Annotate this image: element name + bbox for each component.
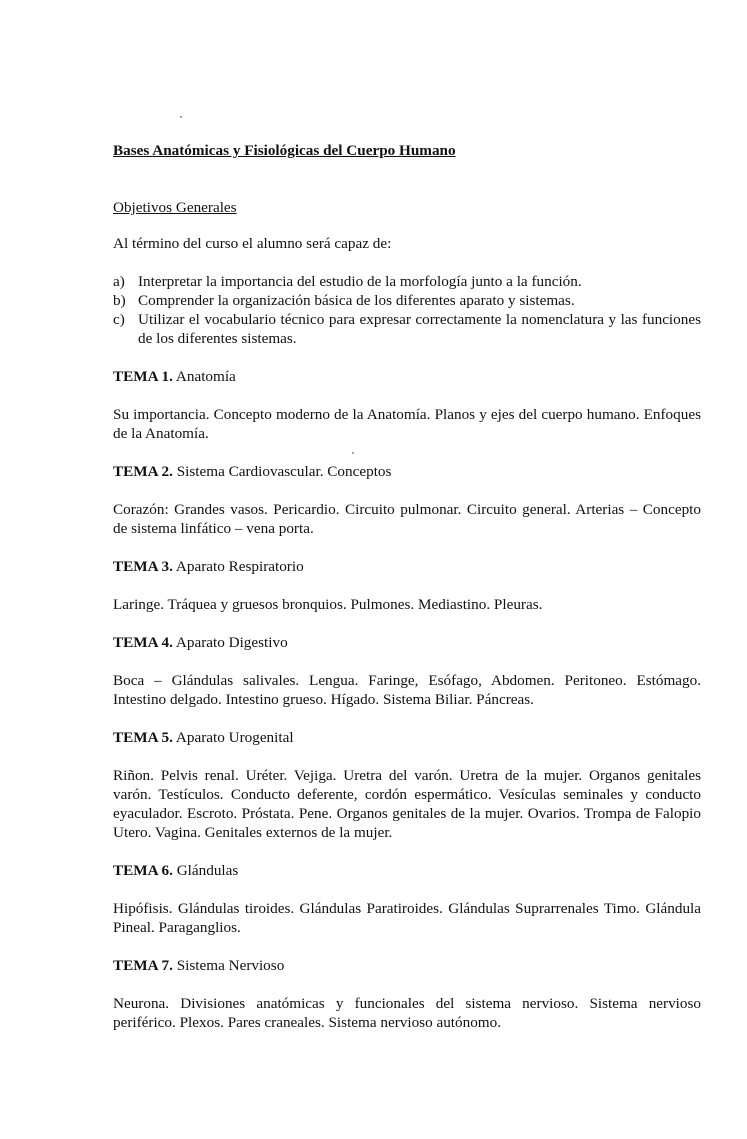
tema-section <box>113 861 701 937</box>
document-title: Bases Anatómicas y Fisiológicas del Cuerpo Humano <box>113 142 456 159</box>
tema-name: Glándulas <box>176 862 239 879</box>
objectives-intro: Al término del curso el alumno será capaz de: <box>113 235 392 252</box>
objective-letter: b) <box>113 292 126 309</box>
objectives-heading: Objetivos Generales <box>113 199 237 216</box>
tema-body: Hipófisis. Glándulas tiroides. Glándulas Paratiroides. Glándulas Suprarrenales Timo. Glándula Pineal. Paraganglios. <box>113 900 701 936</box>
objective-text: Comprender la organización básica de los diferentes aparato y sistemas. <box>138 292 575 309</box>
tema-section <box>113 728 701 842</box>
tema-body: Boca – Glándulas salivales. Lengua. Faringe, Esófago, Abdomen. Peritoneo. Estómago. Intestino delgado. Intestino grueso. Hígado. Sistema Biliar. Páncreas. <box>113 672 701 708</box>
tema-body: Neurona. Divisiones anatómicas y funcionales del sistema nervioso. Sistema nervioso periférico. Plexos. Pares craneales. Sistema nervioso autónomo. <box>113 995 701 1031</box>
tema-section <box>113 367 701 443</box>
tema-heading <box>113 462 701 481</box>
tema-section <box>113 557 701 614</box>
tema-name: Sistema Nervioso <box>176 957 285 974</box>
tema-heading <box>113 728 701 747</box>
tema-name: Sistema Cardiovascular. Conceptos <box>176 463 392 480</box>
objective-text: Utilizar el vocabulario técnico para expresar correctamente la nomenclatura y las funciones de los diferentes sistemas. <box>138 311 701 347</box>
objective-item <box>113 272 701 291</box>
scan-speck <box>180 116 182 118</box>
tema-heading <box>113 367 701 386</box>
tema-label: TEMA 2. <box>113 463 173 480</box>
tema-name: Aparato Urogenital <box>175 729 294 746</box>
tema-body: Riñon. Pelvis renal. Uréter. Vejiga. Uretra del varón. Uretra de la mujer. Organos genitales varón. Testículos. Conducto deferente, cordón espermático. Vesículas seminales y conducto eyaculador. Escroto. Próstata. Pene. Organos genitales de la mujer. Ovarios. Trompa de Falopio Utero. Vagina. Genitales externos de la mujer. <box>113 767 701 841</box>
objective-item <box>113 291 701 310</box>
tema-heading <box>113 956 701 975</box>
tema-body: Laringe. Tráquea y gruesos bronquios. Pulmones. Mediastino. Pleuras. <box>113 596 543 613</box>
tema-label: TEMA 6. <box>113 862 173 879</box>
tema-name: Aparato Respiratorio <box>175 558 304 575</box>
tema-label: TEMA 5. <box>113 729 173 746</box>
tema-name: Anatomía <box>175 368 236 385</box>
tema-label: TEMA 3. <box>113 558 173 575</box>
tema-body: Corazón: Grandes vasos. Pericardio. Circuito pulmonar. Circuito general. Arterias – Concepto de sistema linfático – vena porta. <box>113 501 701 537</box>
tema-heading <box>113 557 701 576</box>
tema-heading <box>113 633 701 652</box>
document-page <box>113 141 701 1032</box>
objective-item <box>113 310 701 348</box>
tema-section <box>113 633 701 709</box>
objective-text: Interpretar la importancia del estudio de la morfología junto a la función. <box>138 273 582 290</box>
objectives-list <box>113 272 701 348</box>
objective-letter: c) <box>113 311 125 328</box>
tema-section <box>113 956 701 1032</box>
tema-label: TEMA 7. <box>113 957 173 974</box>
tema-label: TEMA 1. <box>113 368 173 385</box>
tema-heading <box>113 861 701 880</box>
tema-section <box>113 462 701 538</box>
tema-body: Su importancia. Concepto moderno de la Anatomía. Planos y ejes del cuerpo humano. Enfoques de la Anatomía. <box>113 406 701 442</box>
objective-letter: a) <box>113 273 125 290</box>
tema-label: TEMA 4. <box>113 634 173 651</box>
tema-name: Aparato Digestivo <box>175 634 288 651</box>
